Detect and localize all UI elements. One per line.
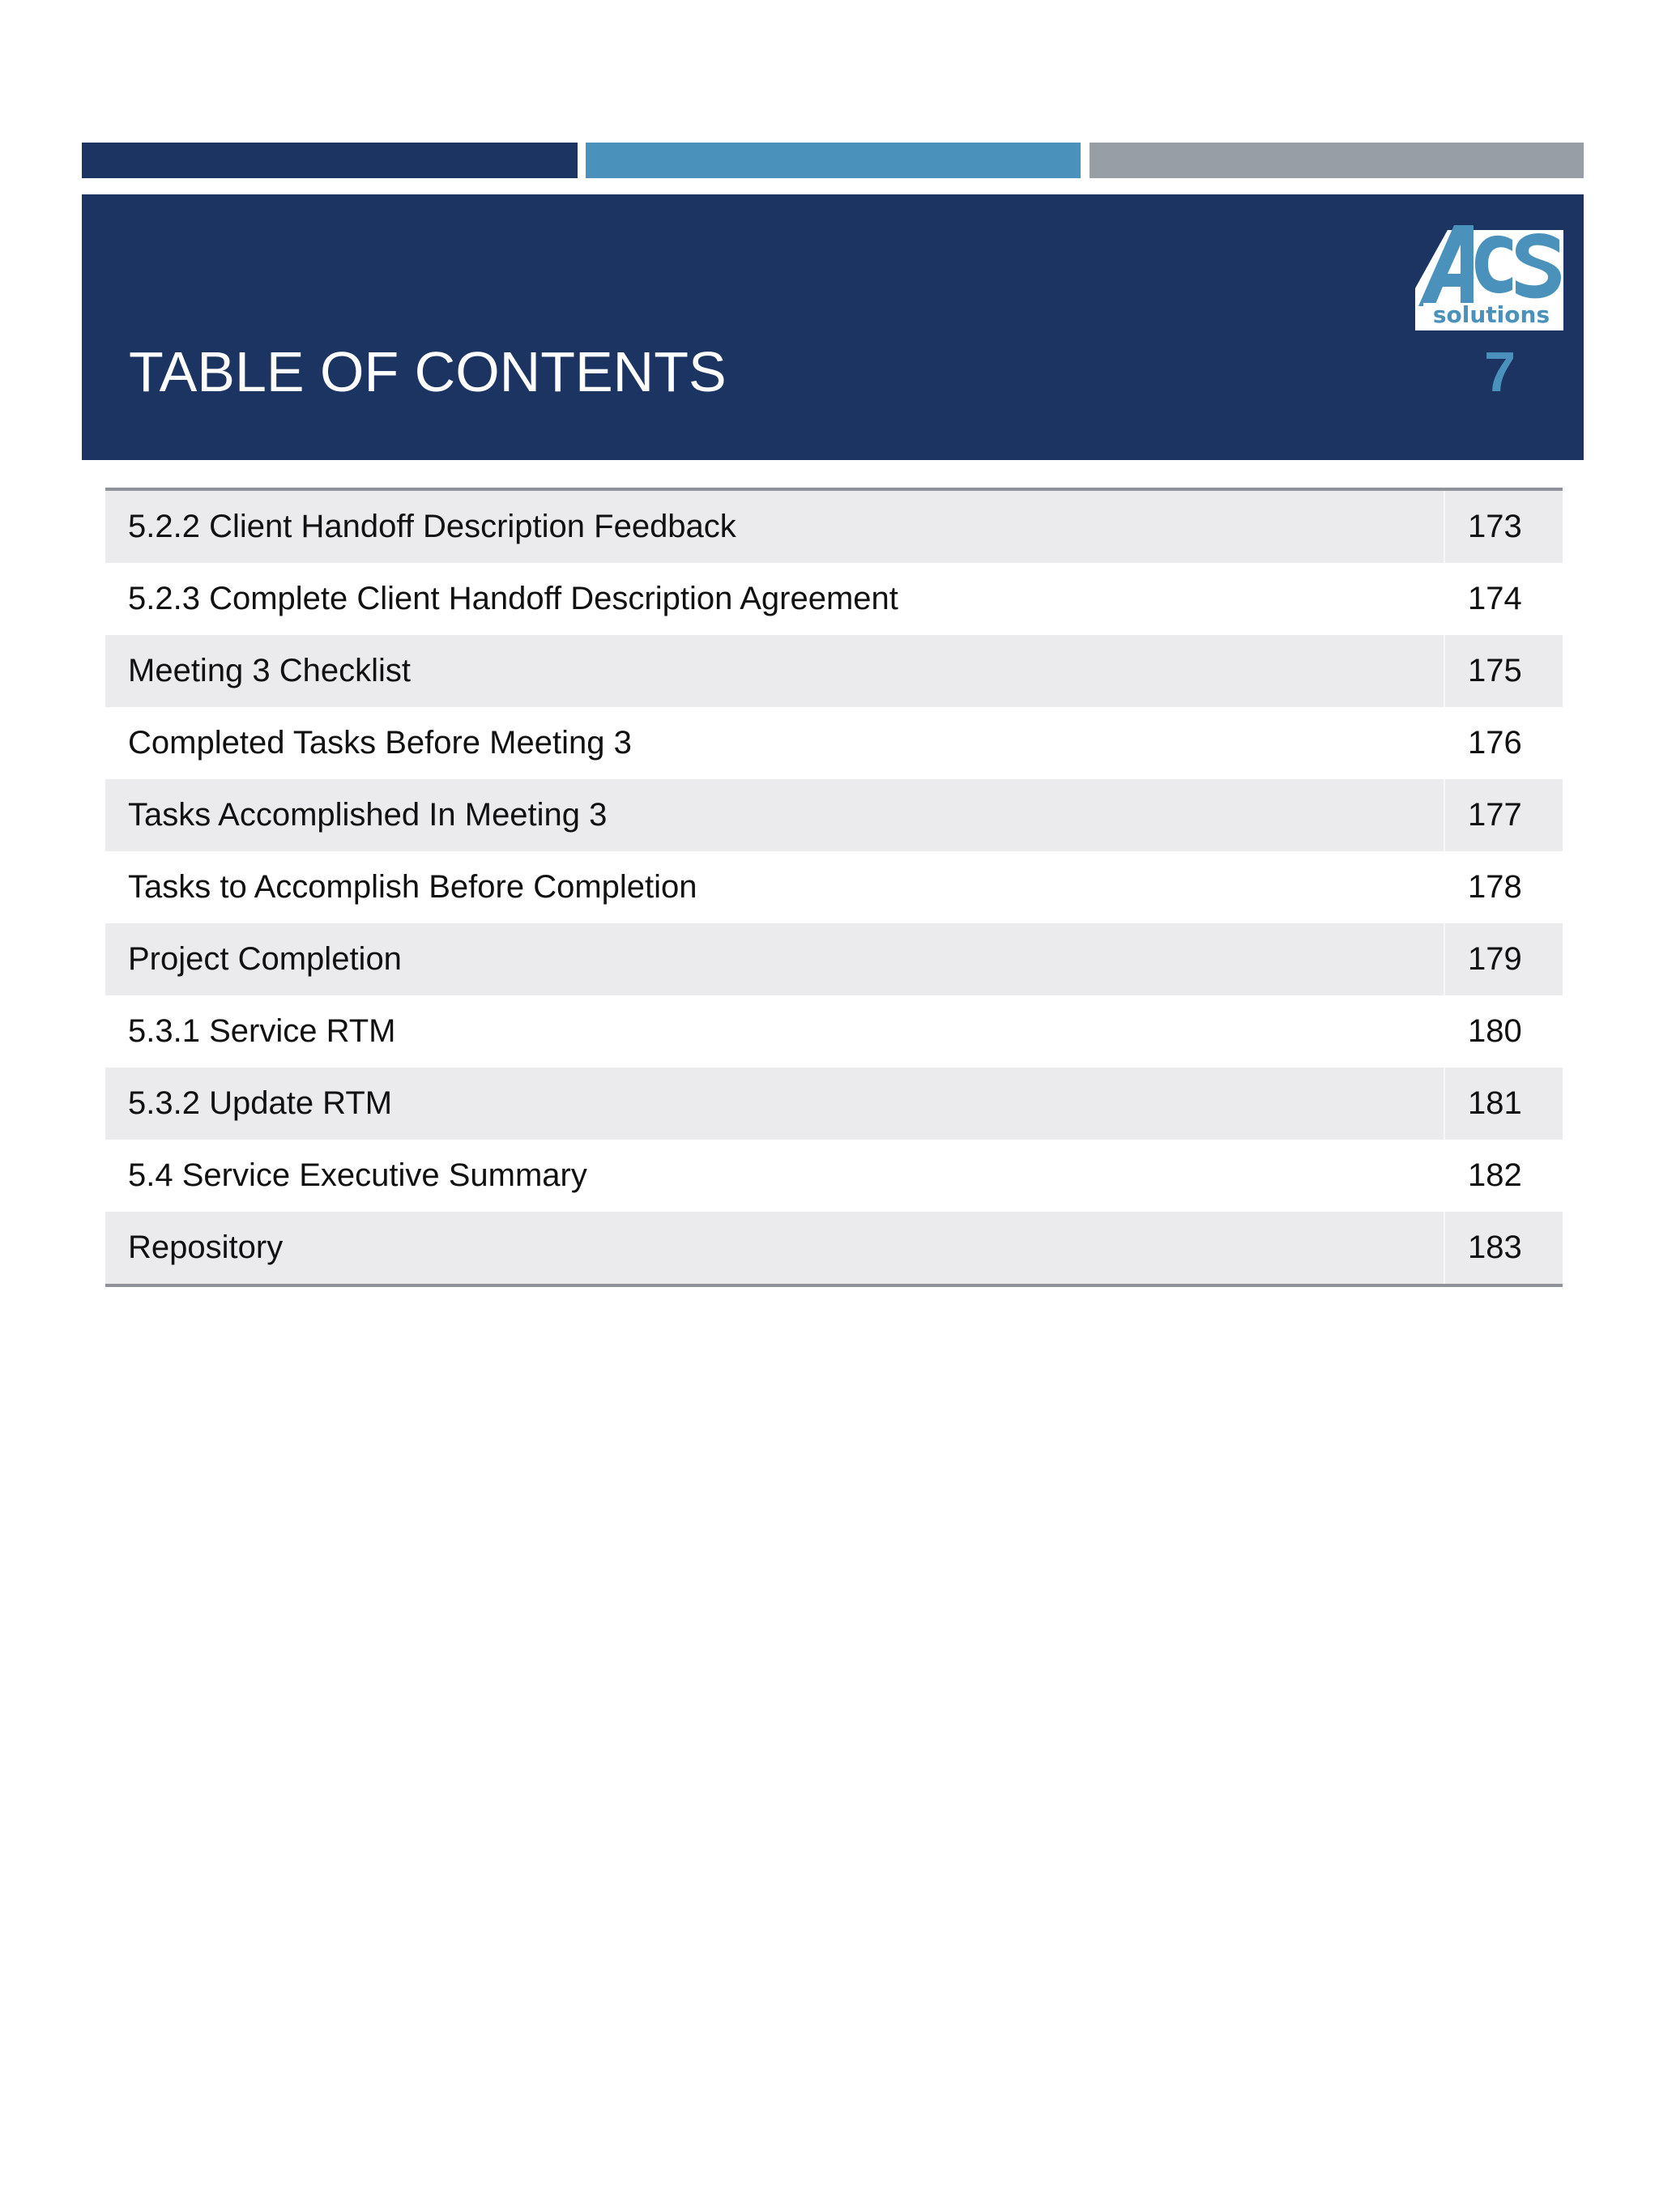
column-divider — [1444, 851, 1445, 923]
column-divider — [1444, 1068, 1445, 1140]
toc-entry-page: 177 — [1468, 797, 1522, 833]
title-header-band — [82, 194, 1584, 460]
acs-solutions-logo — [1415, 222, 1563, 330]
toc-row[interactable] — [105, 995, 1563, 1068]
toc-entry-page: 175 — [1468, 653, 1522, 688]
toc-row[interactable] — [105, 563, 1563, 635]
column-divider — [1444, 1140, 1445, 1212]
toc-entry-title: 5.3.1 Service RTM — [128, 1013, 396, 1049]
toc-entry-title: Tasks to Accomplish Before Completion — [128, 869, 697, 905]
navy-color-bar — [82, 143, 578, 178]
column-divider — [1444, 563, 1445, 635]
column-divider — [1444, 779, 1445, 851]
toc-entry-title: Meeting 3 Checklist — [128, 653, 412, 688]
table-of-contents — [105, 488, 1563, 1287]
toc-entry-page: 182 — [1468, 1157, 1522, 1193]
toc-entry-title: Project Completion — [128, 941, 402, 977]
column-divider — [1444, 995, 1445, 1068]
column-divider — [1444, 923, 1445, 995]
logo-subtext: solutions — [1432, 301, 1550, 328]
column-divider — [1444, 491, 1445, 563]
blue-color-bar — [586, 143, 1081, 178]
column-divider — [1444, 635, 1445, 707]
toc-row[interactable] — [105, 923, 1563, 995]
toc-row[interactable] — [105, 1212, 1563, 1284]
toc-entry-title: Completed Tasks Before Meeting 3 — [128, 725, 632, 761]
toc-row[interactable] — [105, 491, 1563, 563]
gray-color-bar — [1090, 143, 1584, 178]
toc-row[interactable] — [105, 779, 1563, 851]
toc-entry-title: 5.4 Service Executive Summary — [128, 1157, 587, 1193]
page-title: TABLE OF CONTENTS — [129, 340, 727, 403]
toc-entry-page: 183 — [1468, 1230, 1522, 1265]
decorative-color-bars — [82, 143, 1584, 178]
toc-entry-page: 174 — [1468, 581, 1522, 616]
toc-entry-title: 5.3.2 Update RTM — [128, 1085, 393, 1121]
toc-entry-title: Tasks Accomplished In Meeting 3 — [128, 797, 608, 833]
toc-row[interactable] — [105, 1140, 1563, 1212]
toc-entry-page: 181 — [1468, 1085, 1522, 1121]
column-divider — [1444, 707, 1445, 779]
toc-entry-page: 180 — [1468, 1013, 1522, 1049]
toc-entry-title: 5.2.3 Complete Client Handoff Description Agreement — [128, 581, 898, 616]
page-number: 7 — [1484, 340, 1516, 403]
toc-row[interactable] — [105, 1068, 1563, 1140]
toc-entry-page: 178 — [1468, 869, 1522, 905]
toc-row[interactable] — [105, 635, 1563, 707]
column-divider — [1444, 1212, 1445, 1284]
toc-entry-page: 176 — [1468, 725, 1522, 761]
toc-entry-page: 173 — [1468, 509, 1522, 544]
toc-entry-page: 179 — [1468, 941, 1522, 977]
toc-row[interactable] — [105, 707, 1563, 779]
toc-entry-title: 5.2.2 Client Handoff Description Feedback — [128, 509, 736, 544]
toc-row[interactable] — [105, 851, 1563, 923]
toc-entry-title: Repository — [128, 1230, 284, 1265]
